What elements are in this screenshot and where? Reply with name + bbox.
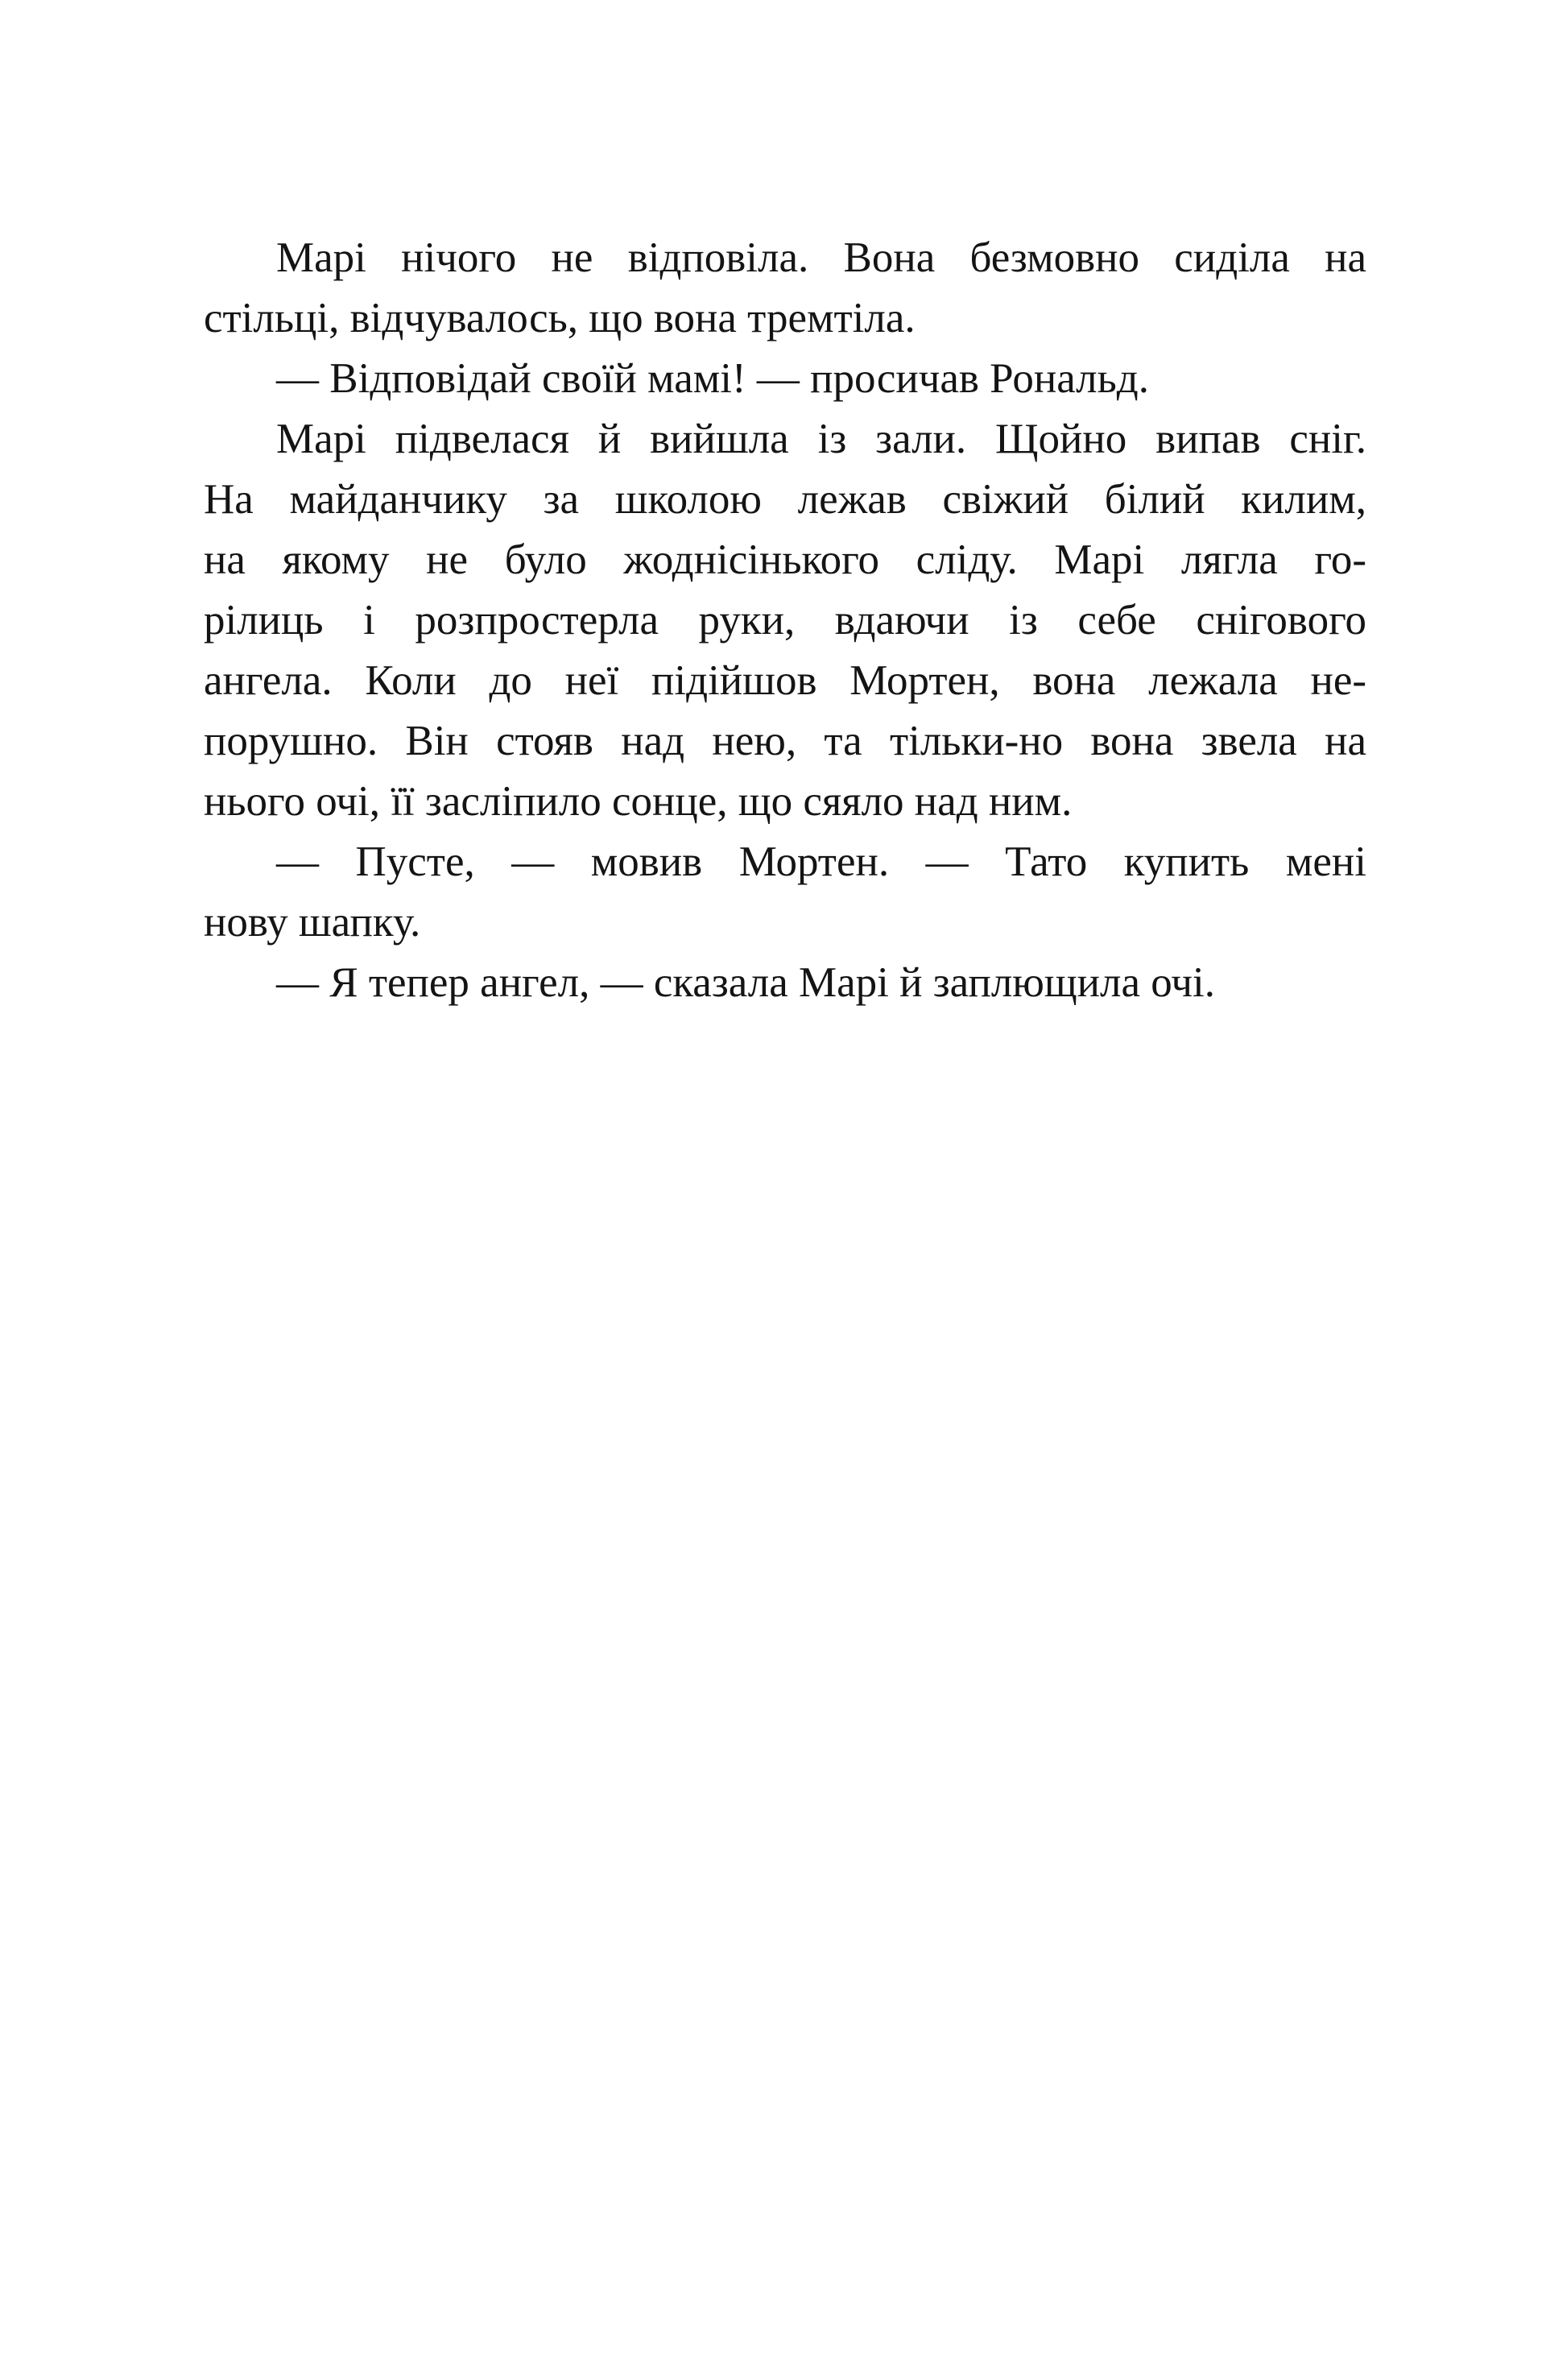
- text-line: На майданчику за школою лежав свіжий білий килим,: [204, 476, 1366, 523]
- text-line: нього очі, її засліпило сонце, що сяяло над ним.: [204, 778, 1073, 825]
- text-line: порушно. Він стояв над нею, та тільки-но вона звела на: [204, 718, 1366, 764]
- text-line: Марі нічого не відповіла. Вона безмовно сиділа на: [276, 234, 1366, 281]
- text-line: — Я тепер ангел, — сказала Марі й заплющила очі.: [276, 959, 1216, 1006]
- text-line: — Відповідай своїй мамі! — просичав Рональд.: [276, 355, 1150, 402]
- text-line: рілиць і розпростерла руки, вдаючи із себе снігового: [204, 597, 1366, 644]
- body-text: [204, 228, 1366, 1013]
- text-line: ангела. Коли до неї підійшов Мортен, вона лежала не-: [204, 657, 1366, 704]
- text-line: стільці, відчувалось, що вона тремтіла.: [204, 295, 916, 341]
- text-line: — Пусте, — мовив Мортен. — Тато купить мені: [276, 838, 1366, 885]
- text-line: Марі підвелася й вийшла із зали. Щойно випав сніг.: [276, 416, 1366, 462]
- text-line: на якому не було жоднісінького сліду. Марі лягла го-: [204, 536, 1366, 583]
- text-line: нову шапку.: [204, 899, 421, 946]
